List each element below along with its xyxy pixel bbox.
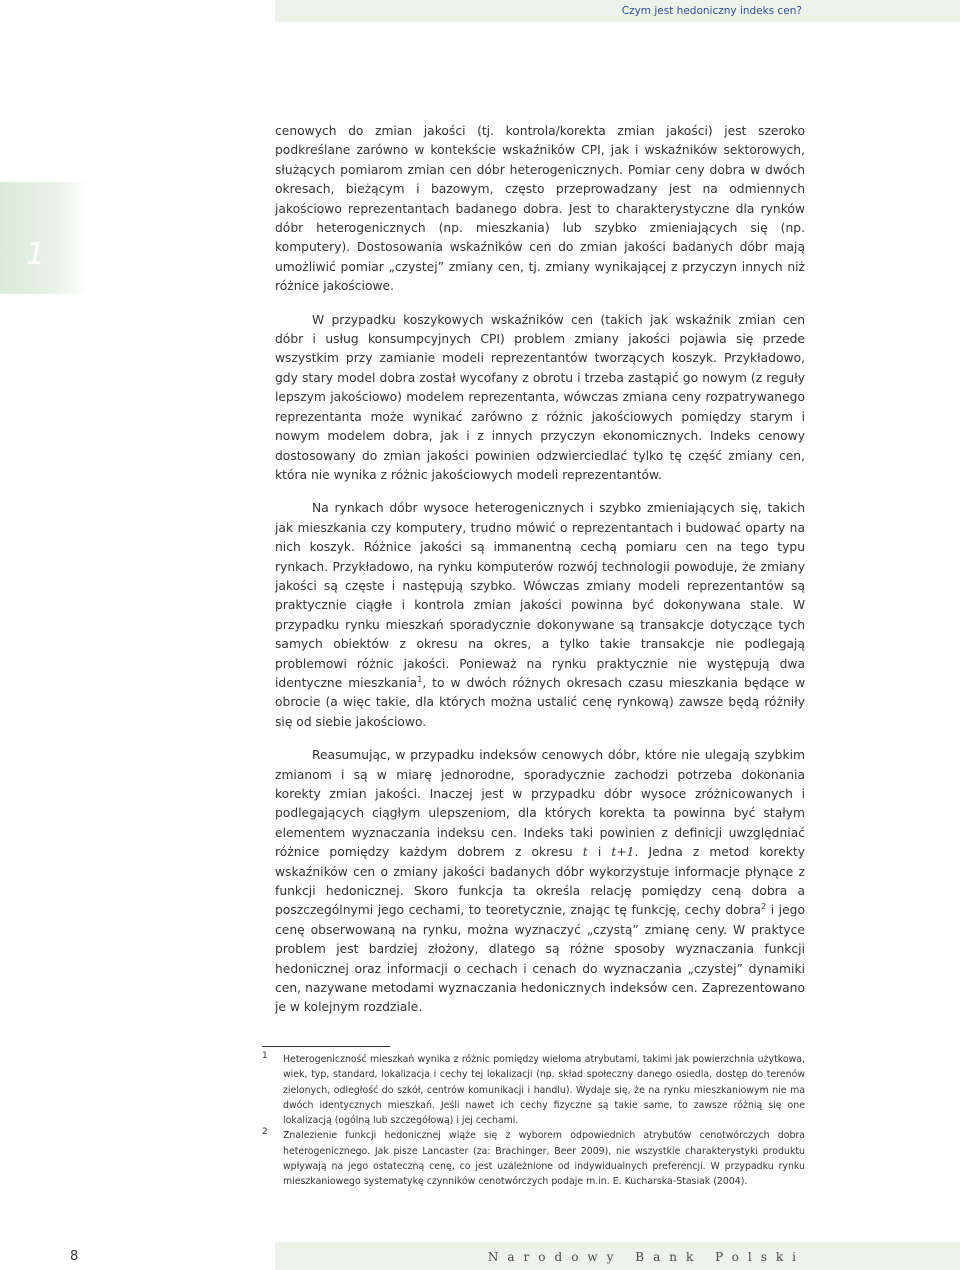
paragraph-2: W przypadku koszykowych wskaźników cen (takich jak wskaźnik zmian cen dóbr i usług konsumpcyjnych CPI) problem zmiany jakości pojawia się przede wszystkim przy zamianie modeli reprezentantów tworzących koszyk. Przykładowo, gdy stary model dobra został wycofany z obrotu i trzeba zastąpić go nowym (z reguły lepszym jakościowo) modelem reprezentanta, wówczas zmiana ceny rozpatrywanego reprezentanta może wynikać zarówno z różnic jakościowych pomiędzy starym i nowym modelem dobra, jak i z innych przyczyn ekonomicznych. Indeks cenowy dostosowany do zmian jakości powinien odzwierciedlać tylko tę część zmiany cen, która nie wynika z różnic jakościowych modeli reprezentantów. [275, 312, 805, 482]
math-t: t [582, 845, 588, 860]
paragraph-3 [275, 499, 805, 732]
body-text [275, 122, 805, 1032]
publisher-brand: Narodowy Bank Polski [487, 1250, 805, 1264]
footnote-ref-2[interactable]: 2 [761, 902, 767, 912]
chapter-number: 1 [26, 237, 46, 272]
math-t-plus-1: t+1 [611, 845, 635, 860]
footnote-2 [262, 1128, 805, 1189]
running-header-title: Czym jest hedoniczny indeks cen? [621, 5, 802, 17]
paragraph-4-text-b: . Jedna z metod korekty wskaźników cen o zmiany jakości badanych dóbr wykorzystuje informacje płynące z funkcji hedonicznej. Skoro funkcja ta określa relację pomiędzy ceną dobra a poszczególnymi jego cechami, to teoretycznie, znając tę funkcję, cechy dobra [275, 845, 806, 918]
page-number: 8 [70, 1249, 79, 1264]
footnote-number: 1 [262, 1051, 268, 1061]
paragraph-4-and: i [587, 845, 612, 860]
paragraph-3-text-b: , to w dwóch różnych okresach czasu mieszkania będące w obrocie (a więc takie, dla których można ustalić cenę rynkową) zawsze będą różniły się od siebie jakościowo. [275, 675, 806, 729]
paragraph-4 [275, 746, 805, 1018]
footnotes [262, 1052, 805, 1190]
paragraph-3-text-a: Na rynkach dóbr wysoce heterogenicznych i szybko zmieniających się, takich jak mieszkania czy komputery, trudno mówić o reprezentantach i budować oparty na nich koszyk. Różnice jakości są immanentną cechą pomiaru cen na tego typu rynkach. Przykładowo, na rynku komputerów rozwój technologii powoduje, że zmiany jakości są częste i następują szybko. Wówczas zmiany modeli reprezentantów są praktycznie ciągłe i kontrola zmian jakości powinna być dokonywana stale. W przypadku rynku mieszkań sporadycznie dokonywane są transakcje dotyczące tych samych obiektów z okresu na okres, a tylko takie transakcje nie podlegają problemowi różnic jakości. Ponieważ na rynku praktycznie nie występują dwa identyczne mieszkania [275, 501, 805, 690]
header-band [275, 0, 960, 22]
footnote-ref-1[interactable]: 1 [417, 674, 423, 684]
footer-band [275, 1242, 960, 1270]
footnote-divider [262, 1046, 390, 1047]
footnote-1 [262, 1052, 805, 1128]
footnote-number: 2 [262, 1127, 268, 1138]
paragraph-4-text-a: Reasumując, w przypadku indeksów cenowych dóbr, które nie ulegają szybkim zmianom i są w miarę jednorodne, sporadycznie zachodzi potrzeba dokonania korekty zmian jakości. Inaczej jest w przypadku dóbr wysoce zróżnicowanych i podlegających ciągłym ulepszeniom, dla których korekta ta powinna być stałym elementem wyznaczania indeksu cen. Indeks taki powinien z definicji uwzględniać różnice pomiędzy każdym dobrem z okresu [275, 748, 805, 860]
footnote-text: Znalezienie funkcji hedonicznej wiąże się z wyborem odpowiednich atrybutów cenotwórczych dobra heterogenicznego. Jak pisze Lancaster (za: Brachinger, Beer 2009), nie wszystkie charakterystyki produktu wpływają na jego ostateczną cenę, co jest uzależnione od indywidualnych preferencji. W przypadku rynku mieszkaniowego systematykę czynników cenotwórczych podaje m.in. E. Kucharska-Stasiak (2004). [283, 1130, 805, 1188]
chapter-tab [0, 182, 88, 294]
paragraph-4-text-c: i jego cenę obserwowaną na rynku, można wyznaczyć „czystą” zmianę ceny. W praktyce problem jest bardziej złożony, dlatego są różne sposoby wyznaczania funkcji hedonicznej oraz informacji o cechach i cenach do wyznaczania „czystej” dynamiki cen, nazywane metodami wyznaczania hedonicznych indeksów cen. Zaprezentowano je w kolejnym rozdziale. [275, 903, 805, 1015]
footnote-text: Heterogeniczność mieszkań wynika z różnic pomiędzy wieloma atrybutami, takimi jak powierzchnia użytkowa, wiek, typ, standard, lokalizacja i cechy tej lokalizacji (np. skład społeczny danego osiedla, dostęp do terenów zielonych, odległość do szkół, centrów komunikacji i handlu). Wydaje się, że na rynku mieszkaniowym nie ma dwóch identycznych mieszkań. Jeśli nawet ich cechy fizyczne są takie same, to zawsze różnią się one lokalizacją (ogólną lub szczegółową) i jej cechami. [283, 1054, 805, 1127]
paragraph-1: cenowych do zmian jakości (tj. kontrola/korekta zmian jakości) jest szeroko podkreślane zarówno w kontekście wskaźników CPI, jak i wskaźników sektorowych, służących pomiarom zmian cen dóbr heterogenicznych. Pomiar ceny dobra w dwóch okresach, bieżącym i bazowym, często przeprowadzany jest na odmiennych jakościowo reprezentantach badanego dobra. Jest to charakterystyczne dla rynków dóbr heterogenicznych (np. mieszkania) lub szybko zmieniających się (np. komputery). Dostosowania wskaźników cen do zmian jakości badanych dóbr mają umożliwić pomiar „czystej” zmiany cen, tj. zmiany wynikającej z przyczyn innych niż różnice jakościowe. [275, 124, 805, 294]
